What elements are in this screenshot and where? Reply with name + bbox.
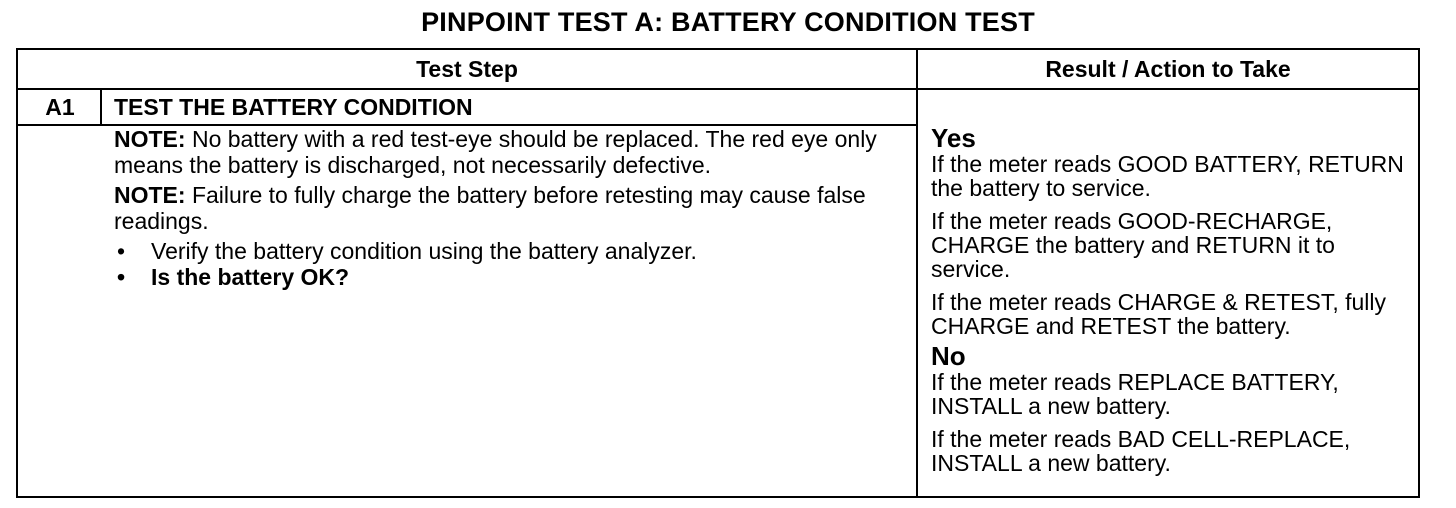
result-no-heading: No bbox=[931, 341, 966, 371]
note-2-label: NOTE: bbox=[114, 182, 186, 208]
result-action-cell bbox=[931, 124, 1411, 475]
result-yes-item: If the meter reads GOOD BATTERY, RETURN the battery to service. bbox=[931, 151, 1404, 201]
step-id: A1 bbox=[45, 94, 75, 120]
bullet-icon: • bbox=[117, 238, 126, 264]
result-no-item: If the meter reads BAD CELL-REPLACE, INSTALL a new battery. bbox=[931, 426, 1351, 476]
pinpoint-test-table bbox=[16, 48, 1420, 498]
header-result-action: Result / Action to Take bbox=[1045, 56, 1291, 82]
bullet-item bbox=[114, 238, 904, 264]
step-instructions bbox=[114, 126, 904, 290]
step-title: TEST THE BATTERY CONDITION bbox=[114, 94, 473, 120]
result-no-item: If the meter reads REPLACE BATTERY, INSTALL a new battery. bbox=[931, 369, 1339, 419]
bullet-text: Verify the battery condition using the battery analyzer. bbox=[151, 238, 697, 264]
note-1 bbox=[114, 126, 904, 178]
result-yes-item: If the meter reads GOOD-RECHARGE, CHARGE the battery and RETURN it to service. bbox=[931, 208, 1335, 282]
note-1-text: No battery with a red test-eye should be replaced. The red eye only means the battery is discharged, not necessarily defective. bbox=[114, 126, 877, 178]
column-divider bbox=[916, 50, 918, 496]
bullet-text: Is the battery OK? bbox=[151, 264, 350, 290]
result-yes-item: If the meter reads CHARGE & RETEST, fully CHARGE and RETEST the battery. bbox=[931, 289, 1387, 339]
bullet-item-question bbox=[114, 264, 904, 290]
header-test-step: Test Step bbox=[416, 56, 518, 82]
bullet-icon: • bbox=[117, 264, 126, 290]
note-2 bbox=[114, 182, 904, 234]
note-2-text: Failure to fully charge the battery before retesting may cause false readings. bbox=[114, 182, 866, 234]
step-bullet-list bbox=[114, 238, 904, 290]
document-title: PINPOINT TEST A: BATTERY CONDITION TEST bbox=[421, 7, 1035, 37]
note-1-label: NOTE: bbox=[114, 126, 186, 152]
result-yes-heading: Yes bbox=[931, 123, 976, 153]
